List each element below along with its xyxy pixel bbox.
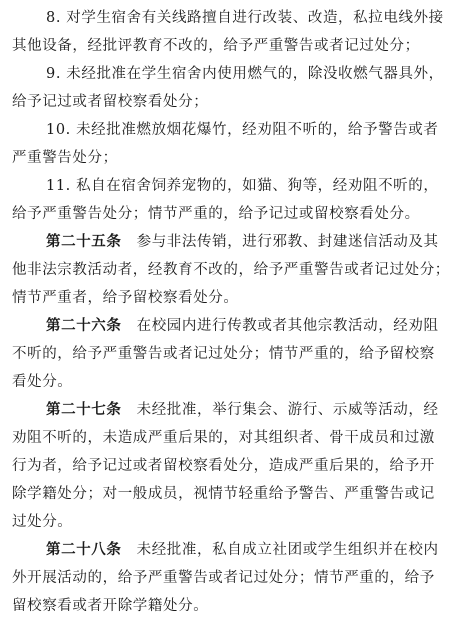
- item-11-line-2: [12, 202, 460, 226]
- item-10-line-1: [46, 118, 460, 142]
- article-label: 第二十六条: [46, 318, 122, 334]
- line-text: 未经批准，私自成立社团或学生组织并在校内: [136, 542, 439, 558]
- line-text: 情节严重者，给予留校察看处分。: [12, 290, 239, 306]
- item-9-line-2: [12, 90, 460, 114]
- line-text: 看处分。: [12, 374, 73, 390]
- line-text: 10. 未经批准燃放烟花爆竹，经劝阻不听的，给予警告或者: [46, 122, 439, 138]
- line-text: 外开展活动的，给予严重警告或者记过处分；情节严重的，给予: [12, 570, 435, 586]
- article-28-line-2: [12, 566, 460, 590]
- article-25-line-1: [46, 230, 460, 254]
- line-text: 其他设备，经批评教育不改的，给予严重警告或者记过处分；: [12, 38, 420, 54]
- line-text: 给予严重警告处分；情节严重的，给予记过或留校察看处分。: [12, 206, 420, 222]
- line-text: 严重警告处分；: [12, 150, 118, 166]
- article-27-line-1: [46, 398, 460, 422]
- article-28-line-1: [46, 538, 460, 562]
- line-text: 行为者，给予记过或者留校察看处分，造成严重后果的，给予开: [12, 458, 435, 474]
- line-text: 留校察看或者开除学籍处分。: [12, 598, 209, 614]
- item-10-line-2: [12, 146, 460, 170]
- article-label: 第二十七条: [46, 402, 122, 418]
- article-26-line-1: [46, 314, 460, 338]
- line-text: 给予记过或者留校察看处分；: [12, 94, 209, 110]
- line-text: 过处分。: [12, 514, 73, 530]
- item-11-line-1: [46, 174, 460, 198]
- line-text: 参与非法传销，进行邪教、封建迷信活动及其: [136, 234, 439, 250]
- item-8-line-2: [12, 34, 460, 58]
- article-27-line-3: [12, 454, 460, 478]
- line-text: 11. 私自在宿舍饲养宠物的，如猫、狗等，经劝阻不听的，: [46, 178, 439, 194]
- line-text: 8. 对学生宿舍有关线路擅自进行改装、改造，私拉电线外接: [46, 10, 444, 26]
- article-25-line-2: [12, 258, 460, 282]
- line-text: 他非法宗教活动者，经教育不改的，给予严重警告或者记过处分；: [12, 262, 450, 278]
- article-26-line-2: [12, 342, 460, 366]
- article-28-line-3: [12, 594, 460, 618]
- line-text: 未经批准，举行集会、游行、示威等活动，经: [136, 402, 439, 418]
- article-label: 第二十五条: [46, 234, 122, 250]
- line-text: 除学籍处分；对一般成员，视情节轻重给予警告、严重警告或记: [12, 486, 435, 502]
- article-26-line-3: [12, 370, 460, 394]
- item-9-line-1: [46, 62, 460, 86]
- line-text: 在校园内进行传教或者其他宗教活动，经劝阻: [136, 318, 439, 334]
- article-27-line-2: [12, 426, 460, 450]
- line-text: 不听的，给予严重警告或者记过处分；情节严重的，给予留校察: [12, 346, 435, 362]
- item-8-line-1: [46, 6, 460, 30]
- article-25-line-3: [12, 286, 460, 310]
- article-label: 第二十八条: [46, 542, 122, 558]
- article-27-line-5: [12, 510, 460, 534]
- line-text: 劝阻不听的，未造成严重后果的，对其组织者、骨干成员和过激: [12, 430, 435, 446]
- line-text: 9. 未经批准在学生宿舍内使用燃气的，除没收燃气器具外，: [46, 66, 444, 82]
- article-27-line-4: [12, 482, 460, 506]
